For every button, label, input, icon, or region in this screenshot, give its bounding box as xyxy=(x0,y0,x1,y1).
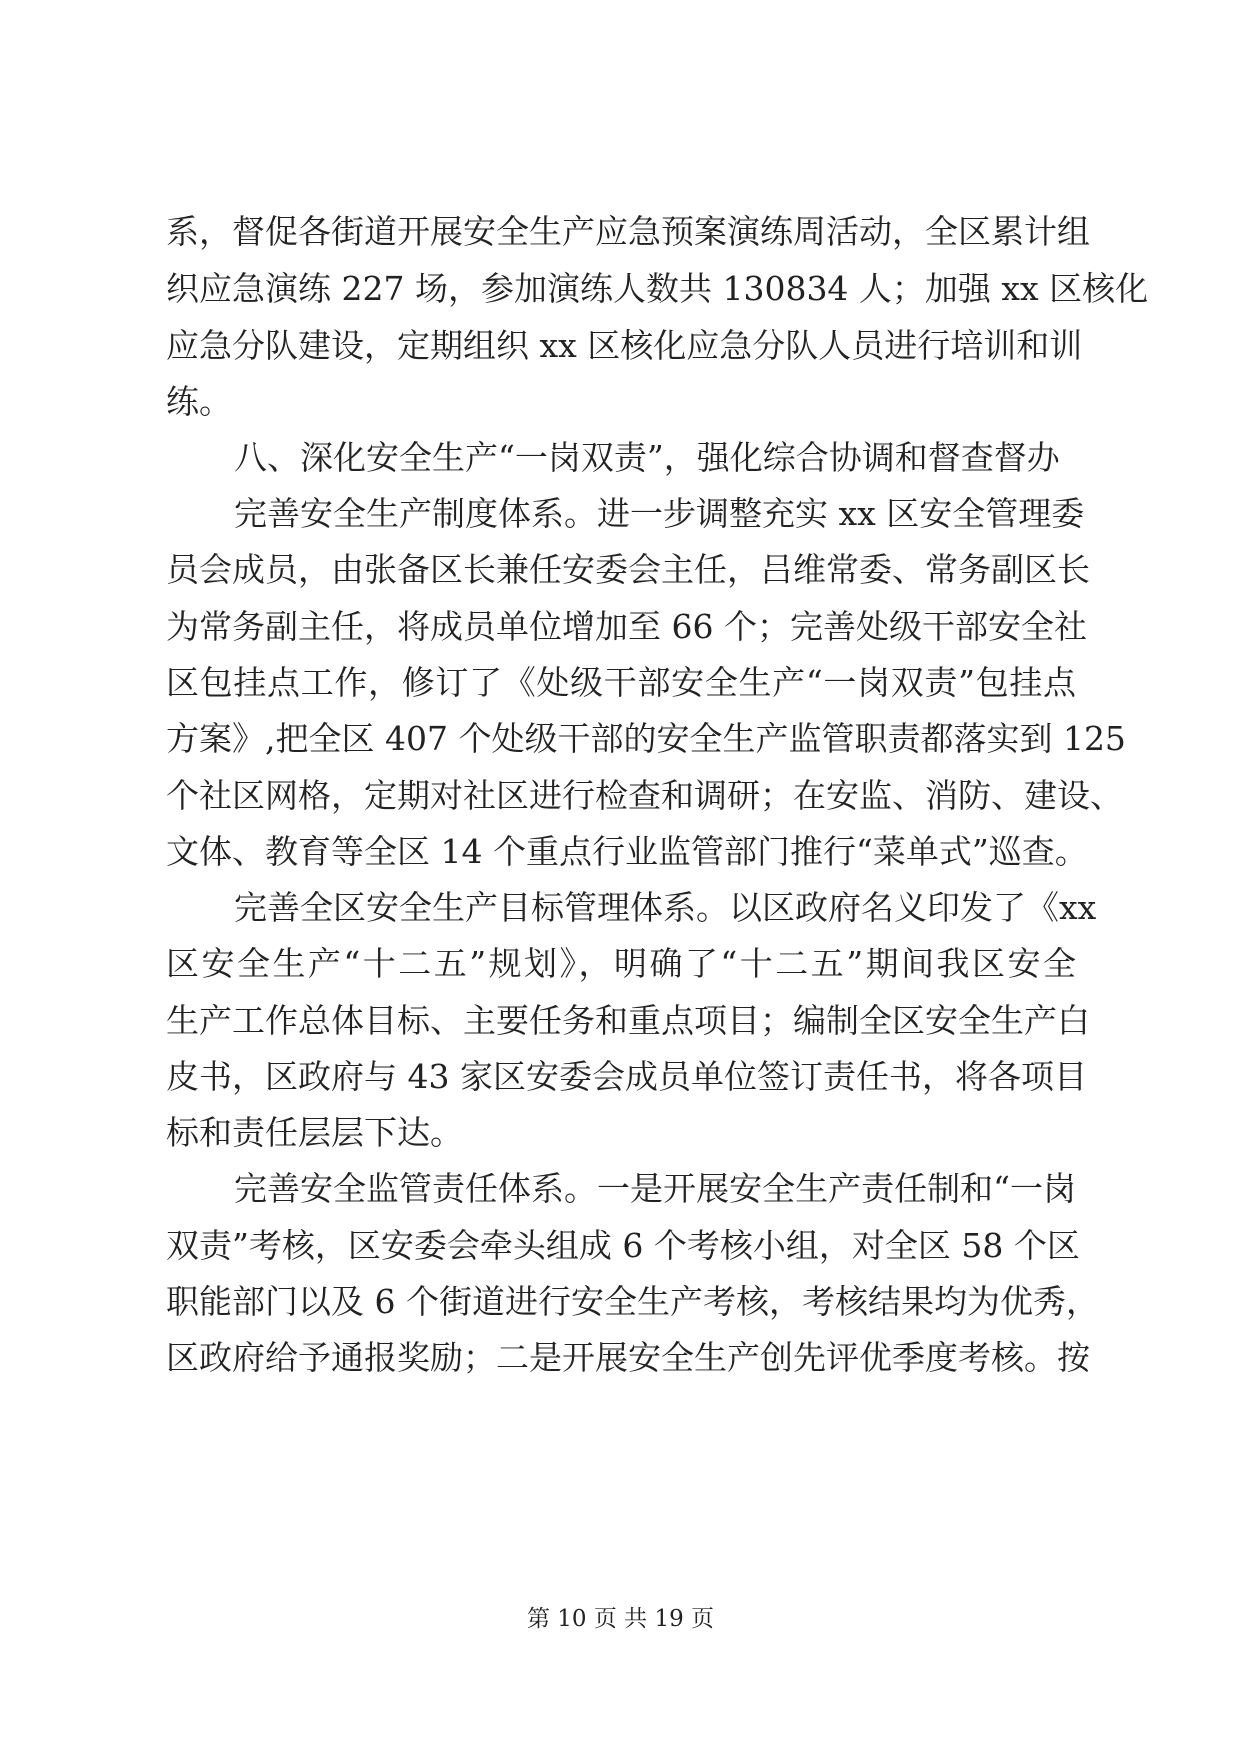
body-line-17: 标和责任层层下达。 xyxy=(166,1113,463,1152)
body-line-13: 完善全区安全生产目标管理体系。以区政府名义印发了《xx xyxy=(234,888,1097,927)
body-line-4: 练。 xyxy=(166,382,232,421)
body-line-15: 生产工作总体目标、主要任务和重点项目；编制全区安全生产白 xyxy=(166,1001,1090,1040)
body-line-2: 织应急演练 227 场，参加演练人数共 130834 人；加强 xx 区核化 xyxy=(166,269,1149,308)
body-line-19: 双责”考核，区安委会牵头组成 6 个考核小组，对全区 58 个区 xyxy=(166,1226,1080,1265)
body-line-21: 区政府给予通报奖励；二是开展安全生产创先评优季度考核。按 xyxy=(166,1338,1090,1377)
body-line-11: 个社区网格，定期对社区进行检查和调研；在安监、消防、建设、 xyxy=(166,776,1123,815)
body-line-1: 系，督促各街道开展安全生产应急预案演练周活动，全区累计组 xyxy=(166,212,1090,251)
body-line-7: 员会成员，由张备区长兼任安委会主任，吕维常委、常务副区长 xyxy=(166,550,1090,589)
body-line-16: 皮书，区政府与 43 家区安委会成员单位签订责任书，将各项目 xyxy=(166,1057,1087,1096)
section-heading: 八、深化安全生产“一岗双责”，强化综合协调和督查督办 xyxy=(234,438,1060,477)
body-line-6: 完善安全生产制度体系。进一步调整充实 xx 区安全管理委 xyxy=(234,494,1085,533)
body-line-10: 方案》,把全区 407 个处级干部的安全生产监管职责都落实到 125 xyxy=(166,719,1126,758)
page-number-footer: 第 10 页 共 19 页 xyxy=(526,1606,715,1632)
body-line-14: 区安全生产“十二五”规划》，明确了“十二五”期间我区安全 xyxy=(166,944,1076,983)
body-line-18: 完善安全监管责任体系。一是开展安全生产责任制和“一岗 xyxy=(234,1169,1076,1208)
body-line-12: 文体、教育等全区 14 个重点行业监管部门推行“菜单式”巡查。 xyxy=(166,832,1088,871)
body-line-3: 应急分队建设，定期组织 xx 区核化应急分队人员进行培训和训 xyxy=(166,326,1083,365)
body-line-20: 职能部门以及 6 个街道进行安全生产考核，考核结果均为优秀， xyxy=(166,1282,1099,1321)
body-line-9: 区包挂点工作，修订了《处级干部安全生产“一岗双责”包挂点 xyxy=(166,663,1076,702)
body-line-8: 为常务副主任，将成员单位增加至 66 个；完善处级干部安全社 xyxy=(166,607,1087,646)
